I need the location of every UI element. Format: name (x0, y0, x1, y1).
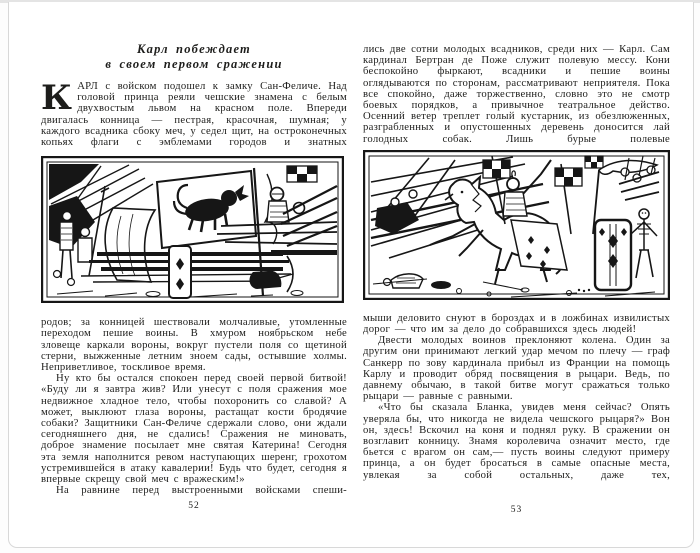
paragraph: родов; за конницей шествовали молчаливые, утомленные переходом пешие воины. В хмуром ноябрьском небе зловеще каркали вороны, вокруг пустели поля со щетиной стерни, выжженные летним зноем сады, остывшие холмы. Неприветливое, тоскливое время. (41, 316, 347, 374)
battle-illustration-right (363, 150, 670, 300)
chapter-title-line1: Карл побеждает (137, 42, 251, 56)
chapter-title (41, 2, 347, 72)
checker-flag-3 (585, 156, 603, 168)
paragraph-opening-text: АРЛ с войском подошел к замку Сан-Феличе. Над головой принца реяли чешские знамена с белым двухвостым львом на красном поле. Впереди двигалась конница — пестрая, красочная, шумная; у каждого всадника сбоку меч, у седел щит, на остроконечных копьях флаги с эмблемами городов и знатных (41, 80, 347, 149)
book-spread (8, 2, 694, 548)
pavise-shield-small (169, 246, 191, 298)
pavise-shield (595, 220, 631, 290)
paragraph: На равнине перед выстроенными войсками спеши- (56, 484, 347, 497)
paragraph: Двести молодых воинов преклоняют колена. Один за другим они принимают легкий удар мечом по плечу — граф Санкерр по зову кардинала прибыл из Франции на помощь Карлу и проводит обряд посвящения в рыцари. Ведь, по давнему обычаю, в такой битве могут сражаться только рыцари — равные с равными. (363, 334, 670, 403)
drop-cap: К (41, 78, 73, 118)
battle-illustration-left (41, 156, 347, 303)
chapter-title-line2: в своем первом сражении (105, 57, 283, 71)
paragraph: мыши деловито снуют в бороздах и в ложбинах извилистых дорог — что им за дело до собравшихся здесь людей! (363, 311, 670, 336)
page-right (363, 2, 670, 547)
checker-pennant (287, 166, 317, 182)
paragraph-opening (41, 78, 347, 149)
paragraph: лись две сотни молодых всадников, среди них — Карл. Сам кардинал Бертран де Поже служит полевую мессу. Кони беспокойно фыркают, всадники и пешие воины оглядываются по сторонам, рассматривают неприятеля. Пока все спокойно, даже торжественно, словно это не смотр боевых порядков, а привычное театральное действо. Осенний ветер треплет голый кустарник, из обезлюженных, разграбленных и опустошенных деревень доносится лай голодных собак. Лишь бурые полевые (363, 43, 670, 145)
paragraph: «Что бы сказала Бланка, увидев меня сейчас? Опять уверяла бы, что никогда не видела чешского рыцаря?» Вон он, здесь! Вскочил на коня и поднял руку. В сражении он возглавит конницу. Знамя королевича означит место, где бьется с врагом он сам,— пусть воины следуют примеру принца, а он будет бросаться в самые опасные места, увлекая за собой остальных, даже тех, (363, 401, 670, 481)
paragraph: Ну кто бы остался спокоен перед своей первой битвой! «Буду ли я завтра жив? Или унесут с поля сражения мое недвижное хладное тело, чтобы похоронить со славой? А может, выклюют глаза вороны, растащат кости бродячие собаки? Защитники Сан-Феличе сдержали слово, они ждали сегодняшнего дня, не сдались! Сражения не миновать, доброе знамение посылает мне святая Катерина! Сегодня эта земля наполнится ревом наступающих шеренг, грохотом устремившейся в атаку кавалерии! Будь что будет, сегодня я впервые скрещу свой меч с вражеским!» (41, 372, 347, 486)
page-left (41, 2, 347, 547)
page-number-left: 52 (188, 501, 200, 511)
page-number-right: 53 (510, 505, 523, 515)
